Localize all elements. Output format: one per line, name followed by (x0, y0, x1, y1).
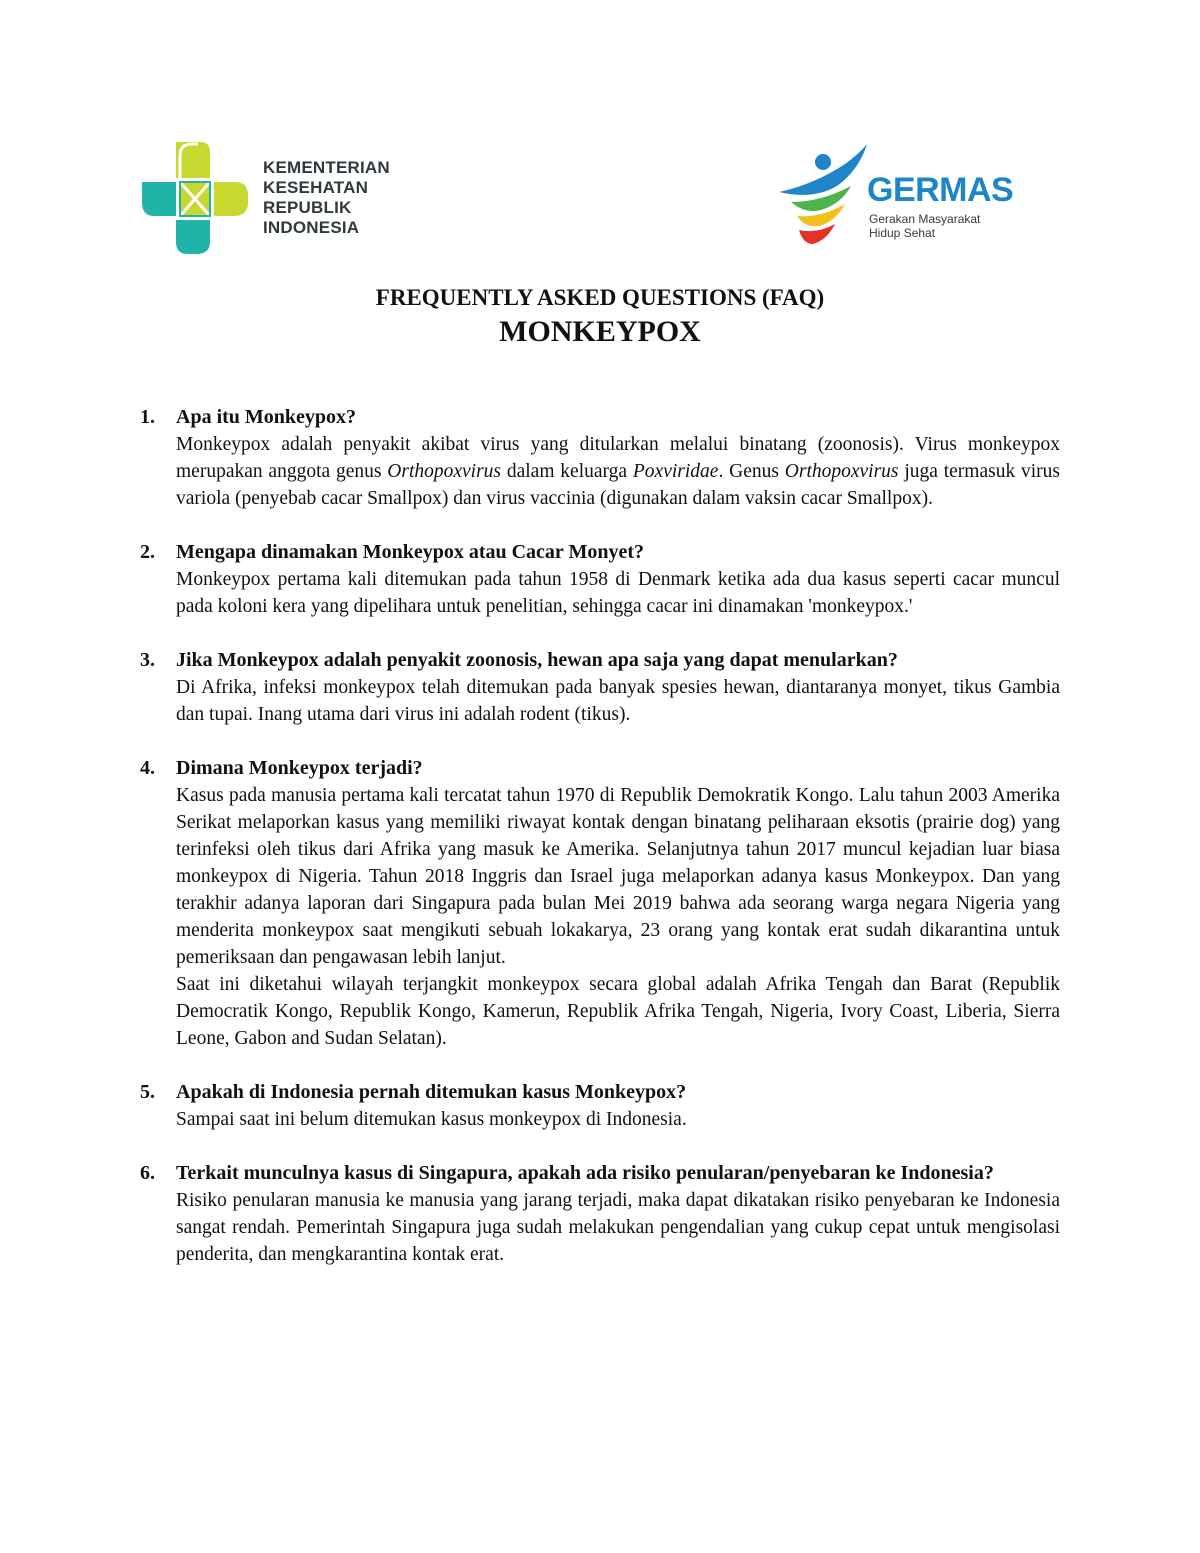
faq-number: 3. (140, 649, 155, 671)
kemenkes-line-3: REPUBLIK (263, 198, 352, 217)
answer-italic-genus: Orthopoxvirus (784, 461, 899, 482)
answer-italic-family: Poxviridae (632, 461, 719, 482)
answer-text: Monkeypox adalah penyakit akibat virus yang ditularkan melalui binatang (zoonosis). Virus monkeypox merupakan anggota genus (176, 434, 1060, 482)
germas-tagline (869, 212, 980, 240)
kemenkes-logo (140, 138, 410, 256)
faq-answer: Monkeypox pertama kali ditemukan pada tahun 1958 di Denmark ketika ada dua kasus seperti cacar muncul pada koloni kera yang dipelihara untuk penelitian, sehingga cacar ini dinamakan 'monkeypox.' (176, 569, 1060, 617)
faq-item-3 (140, 647, 1060, 728)
faq-question: Jika Monkeypox adalah penyakit zoonosis, hewan apa saja yang dapat menularkan? (176, 649, 898, 671)
germas-wordmark: GERMAS (867, 171, 1014, 209)
faq-number: 1. (140, 406, 155, 428)
faq-question: Terkait munculnya kasus di Singapura, apakah ada risiko penularan/penyebaran ke Indonesia? (176, 1162, 994, 1184)
faq-answer: Risiko penularan manusia ke manusia yang jarang terjadi, maka dapat dikatakan risiko penyebaran ke Indonesia sangat rendah. Pemerintah Singapura juga sudah melakukan pengendalian yang cukup cepat untuk mengisolasi penderita, dan mengkarantina kontak erat. (176, 1190, 1060, 1265)
faq-answer: Di Afrika, infeksi monkeypox telah ditemukan pada banyak spesies hewan, diantaranya monyet, tikus Gambia dan tupai. Inang utama dari virus ini adalah rodent (tikus). (176, 677, 1060, 725)
faq-question: Dimana Monkeypox terjadi? (176, 757, 423, 779)
document-subtitle: MONKEYPOX (499, 315, 701, 348)
answer-italic-genus: Orthopoxvirus (387, 461, 502, 482)
document-title: FREQUENTLY ASKED QUESTIONS (FAQ) (375, 285, 825, 310)
faq-number: 4. (140, 757, 155, 779)
kemenkes-emblem-icon (140, 138, 250, 256)
faq-number: 6. (140, 1162, 155, 1184)
faq-number: 2. (140, 541, 155, 563)
kemenkes-wordmark (263, 158, 390, 238)
faq-number: 5. (140, 1081, 155, 1103)
faq-answer (176, 431, 1060, 512)
faq-question: Apa itu Monkeypox? (176, 406, 357, 428)
germas-logo (775, 140, 1035, 255)
faq-item-6 (140, 1160, 1060, 1268)
faq-item-1 (140, 404, 1060, 512)
germas-tagline-line-2: Hidup Sehat (869, 226, 936, 240)
faq-item-5 (140, 1079, 1060, 1133)
faq-answer: Kasus pada manusia pertama kali tercatat tahun 1970 di Republik Demokratik Kongo. Lalu tahun 2003 Amerika Serikat melaporkan kasus yang memiliki riwayat kontak dengan binatang peliharaan eksotis (prairie dog) yang terinfeksi oleh tikus dari Afrika yang masuk ke Amerika. Selanjutnya tahun 2017 muncul kejadian luar biasa monkeypox di Nigeria. Tahun 2018 Inggris dan Israel juga melaporkan adanya kasus Monkeypox. Dan yang terakhir adanya laporan dari Singapura pada bulan Mei 2019 bahwa ada seorang warga negara Nigeria yang menderita monkeypox saat mengikuti sebuah lokakarya, 23 orang yang kontak erat sudah dikarantina untuk pemeriksaan dan pengawasan lebih lanjut. (176, 785, 1060, 968)
faq-item-4 (140, 755, 1060, 1052)
faq-question: Mengapa dinamakan Monkeypox atau Cacar Monyet? (176, 541, 644, 563)
faq-answer: Sampai saat ini belum ditemukan kasus monkeypox di Indonesia. (176, 1109, 687, 1130)
germas-emblem-icon (775, 140, 870, 255)
faq-item-2 (140, 539, 1060, 620)
faq-question: Apakah di Indonesia pernah ditemukan kasus Monkeypox? (176, 1081, 687, 1103)
faq-list (140, 404, 1060, 1295)
kemenkes-line-1: KEMENTERIAN (263, 158, 390, 177)
kemenkes-line-2: KESEHATAN (263, 178, 369, 197)
answer-text: dalam keluarga (501, 461, 633, 482)
faq-answer-continued: Saat ini diketahui wilayah terjangkit monkeypox secara global adalah Afrika Tengah dan Barat (Republik Democratik Kongo, Republik Kongo, Kamerun, Republik Afrika Tengah, Nigeria, Ivory Coast, Liberia, Sierra Leone, Gabon and Sudan Selatan). (176, 974, 1060, 1049)
kemenkes-line-4: INDONESIA (263, 218, 360, 237)
germas-tagline-line-1: Gerakan Masyarakat (869, 212, 981, 226)
answer-text: . Genus (718, 461, 785, 482)
answer-text: juga termasuk virus variola (penyebab cacar Smallpox) dan virus vaccinia (digunakan dalam vaksin cacar Smallpox). (176, 461, 1061, 509)
